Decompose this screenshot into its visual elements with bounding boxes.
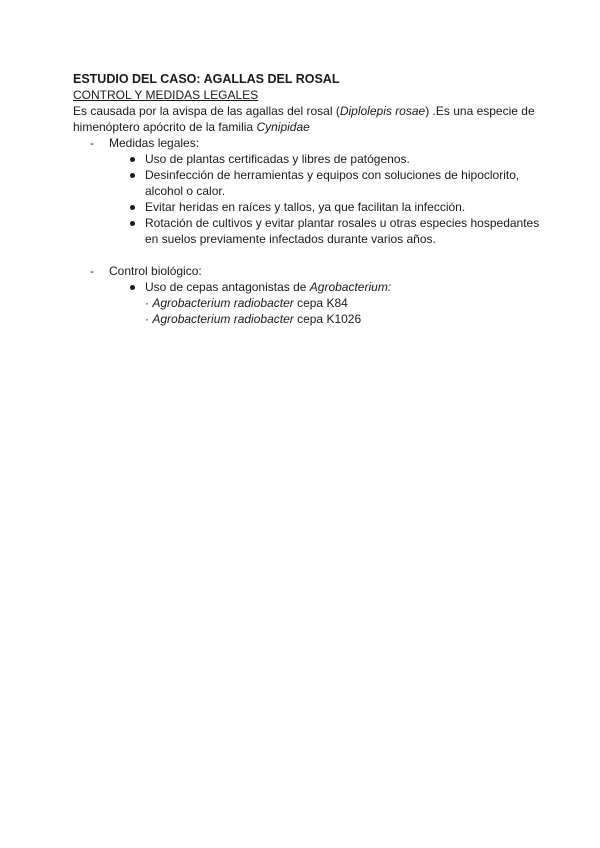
list-item [109,151,543,167]
dash-marker: - [90,264,94,278]
intro-text-part2: ) .Es una especie de himenóptero apócrito de la familia [73,104,535,134]
strain-line-k84 [145,295,543,311]
list-item [109,167,543,199]
strain-species-name: Agrobacterium radiobacter [152,296,294,310]
list-item [109,279,543,327]
strain-suffix: cepa K84 [293,296,348,310]
list-item [109,215,543,247]
document-title: ESTUDIO DEL CASO: AGALLAS DEL ROSAL [73,72,340,86]
list-item-text: Evitar heridas en raíces y tallos, ya que facilitan la infección. [145,200,466,214]
strain-species-name: Agrobacterium radiobacter [152,312,294,326]
bullet-dot-icon [130,285,135,290]
dash-marker: - [90,136,94,150]
intro-species-name: Diplolepis rosae [339,104,426,118]
list-item-text [145,280,391,294]
section-biological-control [73,263,543,327]
strain-prefix: · [145,312,153,326]
bullet-dot-icon [130,157,135,162]
list-item [109,199,543,215]
section-legal-measures [73,135,543,247]
genus-name: Agrobacterium: [309,280,392,294]
intro-text-part1: Es causada por la avispa de las agallas del rosal ( [73,104,340,118]
intro-family-name: Cynipidae [256,120,310,134]
bullet-dot-icon [130,173,135,178]
legal-measures-list [109,151,543,247]
bullet-dot-icon [130,205,135,210]
strain-suffix: cepa K1026 [293,312,362,326]
bullet-intro-text: Uso de cepas antagonistas de [145,280,310,294]
section-list [73,135,543,247]
list-item-text: Desinfección de herramientas y equipos con soluciones de hipoclorito, alcohol o calor. [145,168,520,198]
list-item-text: Rotación de cultivos y evitar plantar rosales u otras especies hospedantes en suelos previamente infectados durante varios años. [145,216,540,246]
intro-paragraph [73,103,543,135]
section-list-biological [73,263,543,327]
strain-line-k1026 [145,311,543,327]
list-item-text: Uso de plantas certificadas y libres de patógenos. [145,152,410,166]
document-subtitle: CONTROL Y MEDIDAS LEGALES [73,88,259,102]
section-spacer [73,247,543,263]
strain-prefix: · [145,296,153,310]
section-heading-biological: Control biológico: [109,264,202,278]
section-heading-legal: Medidas legales: [109,136,200,150]
bullet-dot-icon [130,221,135,226]
document-content [73,71,543,327]
biological-control-list [109,279,543,327]
